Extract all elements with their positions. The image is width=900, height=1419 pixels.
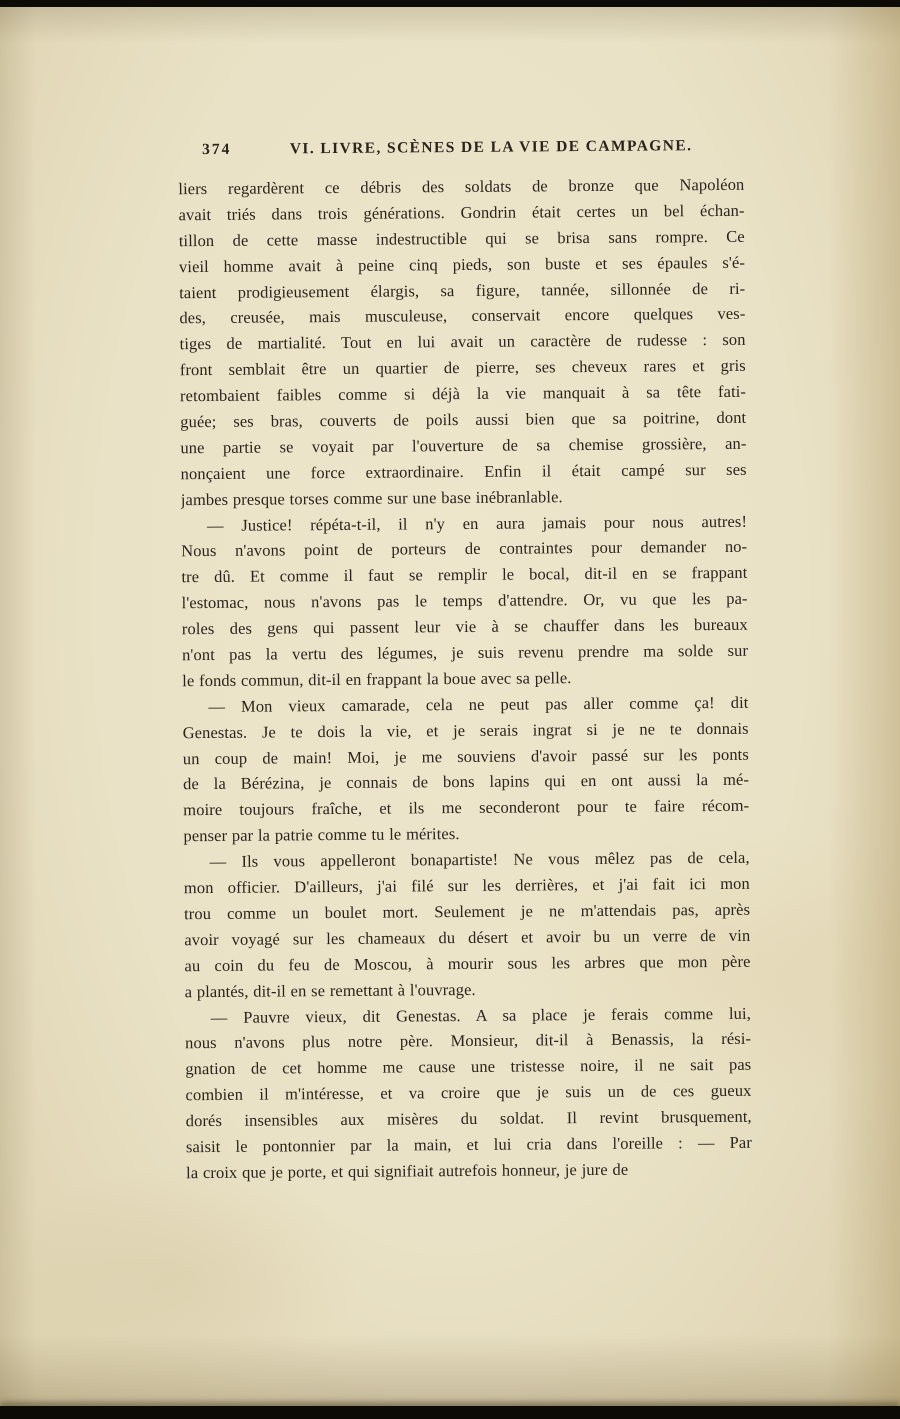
text-line: guée; ses bras, couverts de poils aussi bien que sa poitrine, dont — [180, 407, 747, 432]
text-line: retombaient faibles comme si déjà la vie manquait à sa tête fati- — [179, 381, 747, 406]
text-line: tillon de cette masse indestructible qui se brisa sans rompre. Ce — [178, 226, 745, 251]
text-line: de la Bérézina, je connais de bons lapins qui en ont aussi la mé- — [182, 770, 750, 794]
text-line: taient prodigieusement élargis, sa figure, tannée, sillonnée de ri- — [179, 278, 746, 302]
text-line: tiges de martialité. Tout en lui avait un caractère de rudesse : son — [179, 330, 746, 354]
text-line: vieil homme avait à peine cinq pieds, son buste et ses épaules s'é- — [178, 252, 746, 276]
paragraph — [178, 172, 747, 513]
text-line: une partie se voyait par l'ouverture de sa chemise grossière, an- — [180, 433, 747, 458]
text-line: mon officier. D'ailleurs, j'ai filé sur les derrières, et j'ai fait ici mon — [183, 873, 750, 898]
text-line: combien il m'intéresse, et va croire que je suis un de ces gueux — [185, 1080, 752, 1105]
text-line: tre dû. Et comme il faut se remplir le bocal, dit-il en se frappant — [181, 563, 748, 587]
text-line: avait triés dans trois générations. Gondrin était certes un bel échan- — [178, 200, 745, 225]
text-line: n'ont pas la vertu des légumes, je suis revenu prendre ma solde sur — [181, 640, 749, 665]
text-line: roles des gens qui passent leur vie à se chauffer dans les bureaux — [181, 614, 748, 639]
text-line: des, creusée, mais musculeuse, conservait encore quelques ves- — [179, 304, 746, 328]
page-content — [178, 137, 752, 1186]
running-header: VI. LIVRE, SCÈNES DE LA VIE DE CAMPAGNE. — [289, 137, 693, 158]
text-block — [178, 172, 752, 1186]
text-line: jambes presque torses comme sur une base inébranlable. — [180, 486, 563, 509]
text-line: — Justice! répéta-t-il, il n'y en aura jamais pour nous autres! — [206, 511, 748, 535]
paragraph — [181, 508, 748, 694]
text-line: gnation de cet homme me cause une tristesse noire, il ne sait pas — [185, 1055, 752, 1079]
text-line: avoir voyagé sur les chameaux du désert et avoir bu un verre de vin — [184, 925, 751, 950]
text-line: — Pauvre vieux, dit Genestas. A sa place je ferais comme lui, — [210, 1003, 751, 1027]
text-line: liers regardèrent ce débris des soldats de bronze que Napoléon — [178, 174, 745, 199]
text-line: Nous n'avons point de porteurs de contraintes pour demander no- — [181, 537, 748, 561]
text-line: au coin du feu de Moscou, à mourir sous les arbres que mon père — [184, 951, 751, 975]
text-line: nous n'avons plus notre père. Monsieur, dit-il à Benassis, la rési- — [185, 1029, 752, 1053]
text-line: le fonds commun, dit-il en frappant la boue avec sa pelle. — [182, 668, 572, 691]
text-line: dorés insensibles aux misères du soldat. Il revint brusquement, — [185, 1106, 752, 1131]
text-line: — Mon vieux camarade, cela ne peut pas aller comme ça! dit — [208, 692, 749, 716]
text-line: Genestas. Je te dois la vie, et je serais ingrat si je ne te donnais — [182, 718, 749, 742]
text-line: un coup de main! Moi, je me souviens d'avoir passé sur les ponts — [182, 744, 749, 768]
text-line: trou comme un boulet mort. Seulement je ne m'attendais pas, après — [184, 899, 751, 924]
text-line: moire toujours fraîche, et ils me seconderont pour te faire récom- — [183, 796, 750, 820]
paragraph — [182, 690, 749, 850]
text-line: la croix que je porte, et qui signifiait autrefois honneur, je jure de — [186, 1159, 629, 1183]
text-line: l'estomac, nous n'avons pas le temps d'attendre. Or, vu que les pa- — [181, 589, 748, 613]
scan-edge-top — [0, 0, 900, 7]
text-line: penser par la patrie comme tu le mérites. — [183, 824, 460, 846]
scan-edge-bottom — [0, 1406, 900, 1419]
text-line: a plantés, dit-il en se remettant à l'ouvrage. — [184, 979, 476, 1001]
text-line: nonçaient une force extraordinaire. Enfin il était campé sur ses — [180, 459, 747, 484]
running-header-row — [178, 137, 744, 163]
text-line: saisit le pontonnier par la main, et lui cria dans l'oreille : — Par — [185, 1132, 752, 1157]
text-line: front semblait être un quartier de pierre, ses cheveux rares et gris — [179, 356, 746, 380]
paragraph — [185, 1000, 752, 1186]
text-line: — Ils vous appelleront bonapartiste! Ne vous mêlez pas de cela, — [209, 847, 750, 872]
paragraph — [184, 845, 751, 1005]
page-number: 374 — [202, 140, 232, 159]
